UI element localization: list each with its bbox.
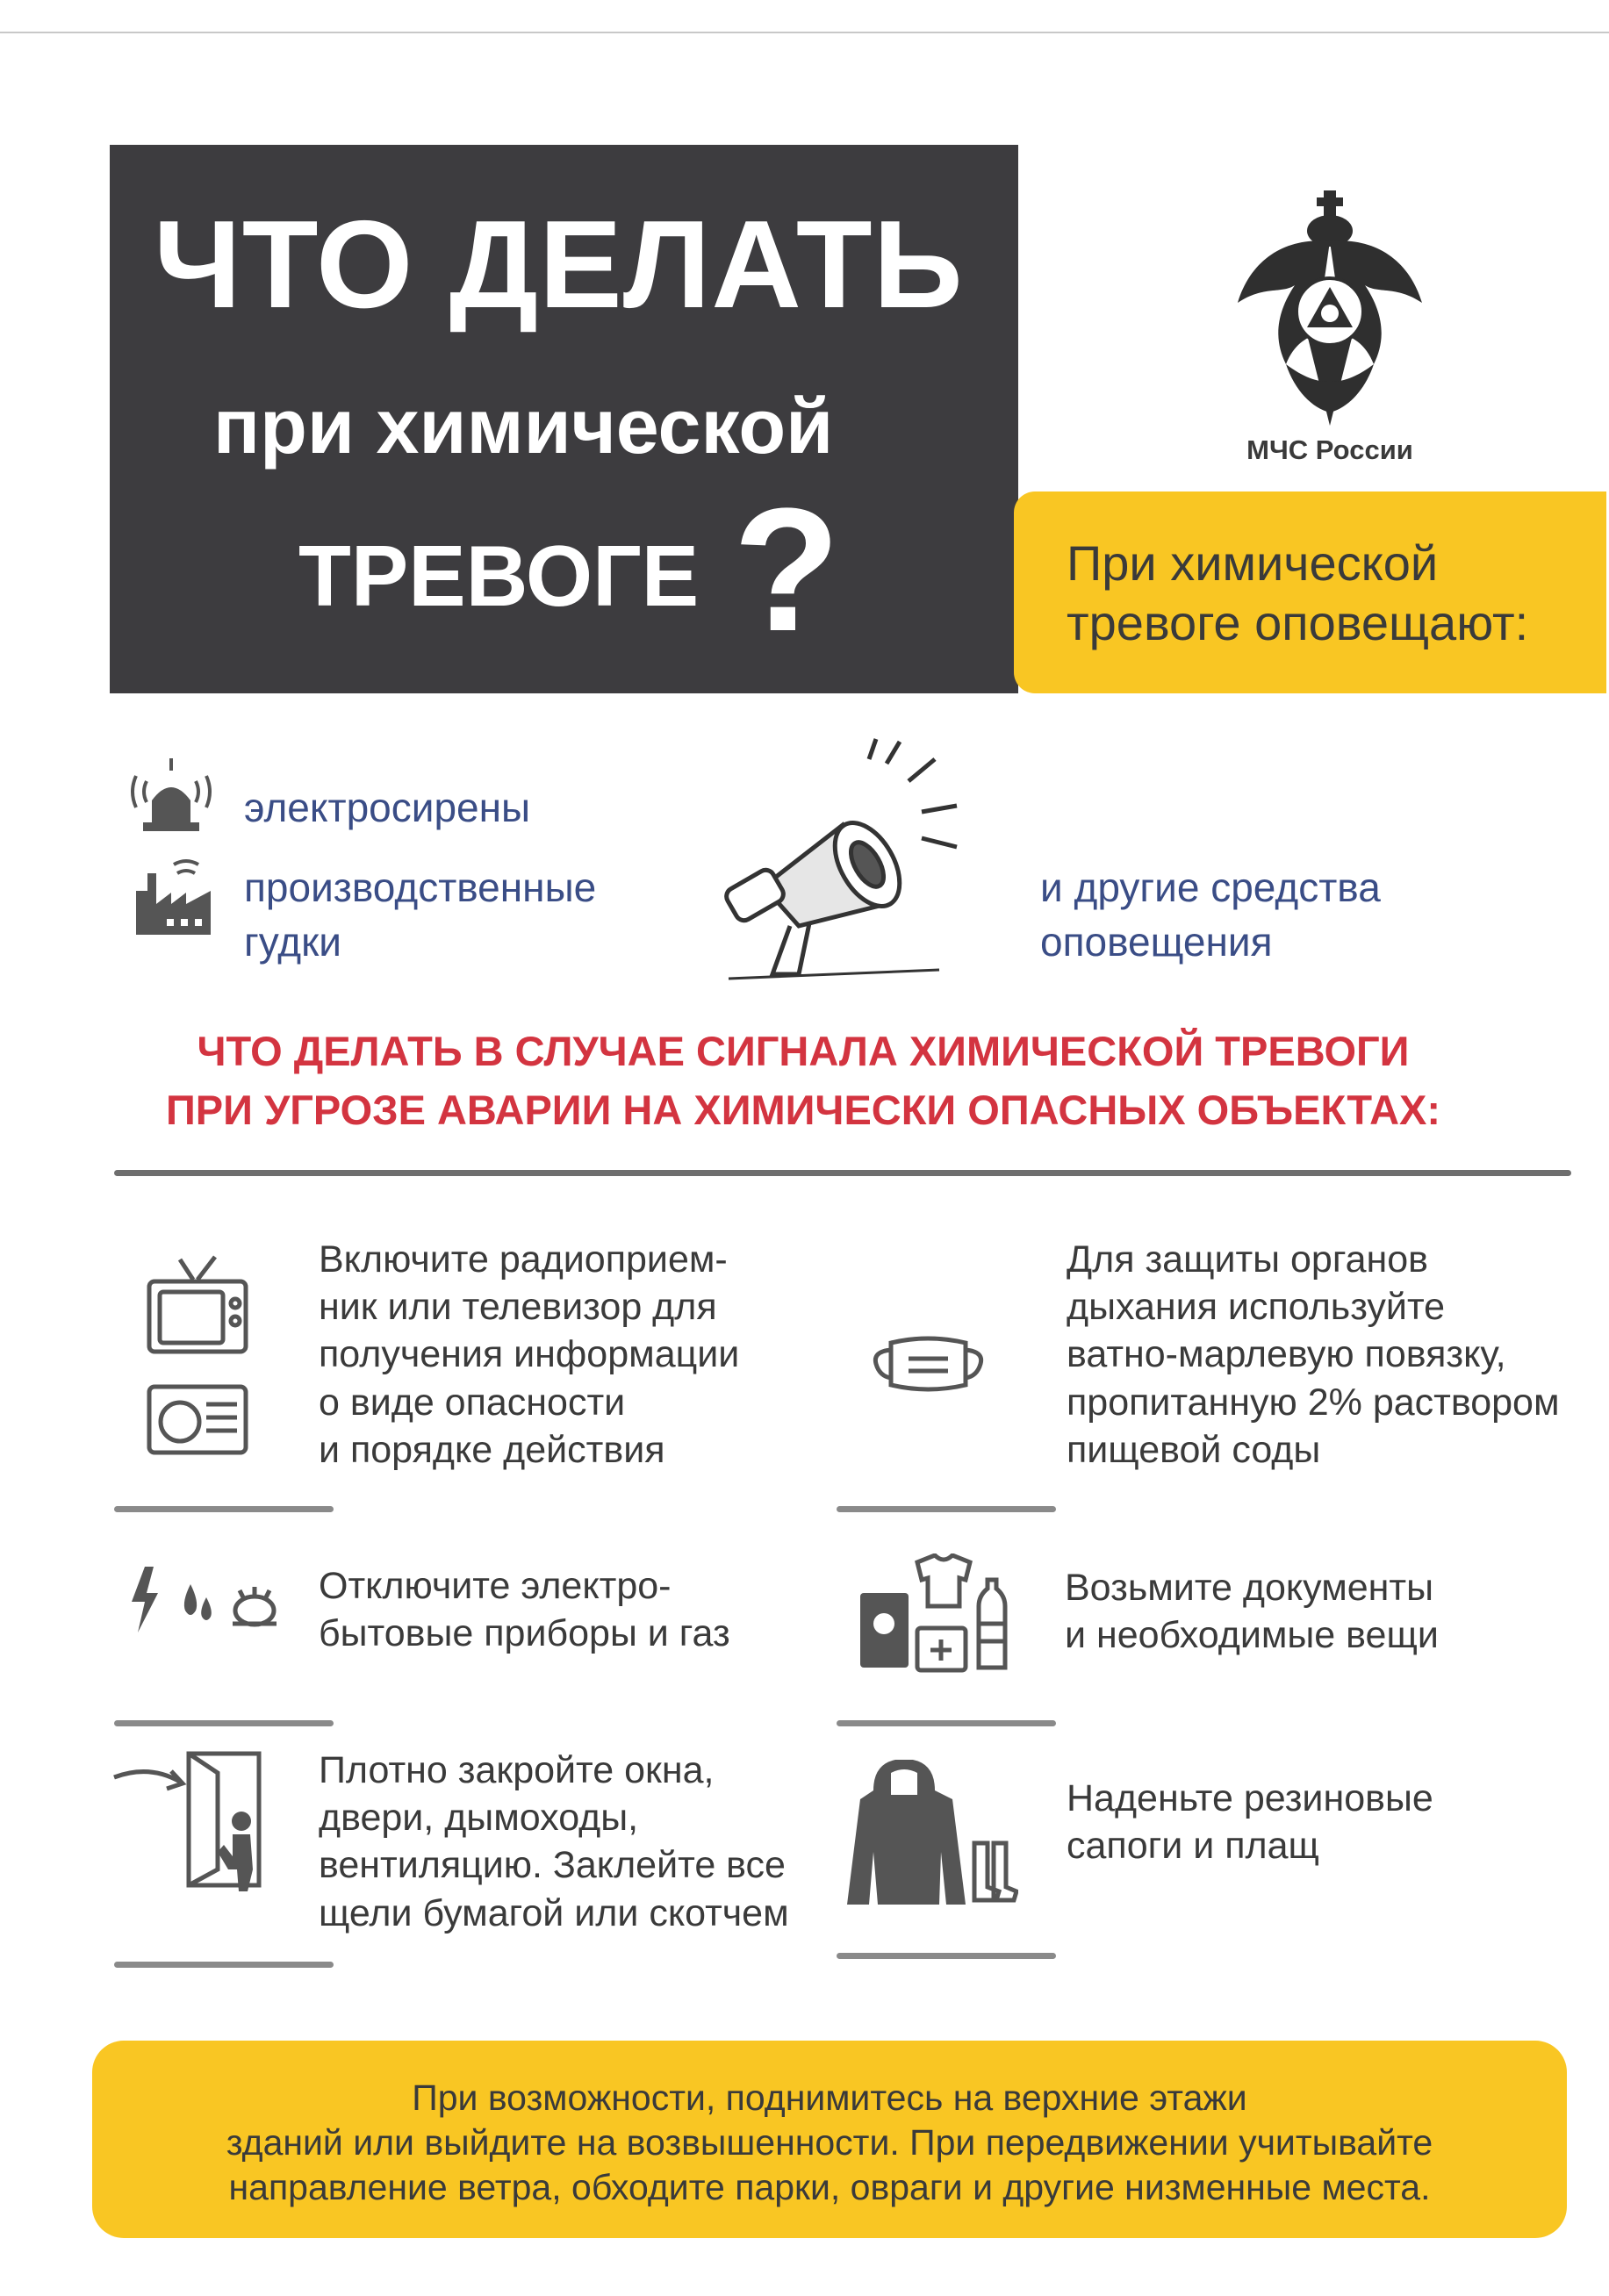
action-mask-line: пропитанную 2% раствором — [1067, 1381, 1560, 1424]
logo-caption: МЧС России — [1246, 434, 1413, 465]
action-heading-line-2: ПРИ УГРОЗЕ АВАРИИ НА ХИМИЧЕСКИ ОПАСНЫХ ОБЪЕКТАХ: — [165, 1086, 1441, 1133]
face-mask-icon — [869, 1334, 988, 1396]
documents-things-icon — [856, 1553, 1014, 1676]
title-line-3: ТРЕВОГЕ — [298, 527, 700, 624]
action-divider — [837, 1506, 1056, 1512]
title-block — [110, 145, 1018, 693]
action-windows-line: Плотно закройте окна, — [319, 1749, 715, 1791]
action-radio-text — [319, 1236, 810, 1474]
siren-icon — [127, 757, 215, 836]
action-boots-text — [1067, 1775, 1593, 1869]
other-means-line-2: оповещения — [1040, 919, 1273, 965]
action-documents-line: Возьмите документы — [1065, 1567, 1434, 1609]
raincoat-boots-icon — [843, 1755, 1018, 1913]
question-mark: ? — [733, 472, 841, 668]
bottom-advice-box — [92, 2041, 1567, 2238]
action-divider — [114, 1962, 334, 1968]
action-windows-line: двери, дымоходы, — [319, 1797, 639, 1840]
notice-text — [1067, 534, 1593, 654]
action-documents-text — [1065, 1564, 1591, 1659]
action-divider — [837, 1953, 1056, 1959]
bottom-advice-text — [92, 2076, 1567, 2209]
action-divider — [837, 1720, 1056, 1726]
emercom-emblem-icon — [1233, 189, 1426, 426]
action-mask-line: дыхания используйте — [1067, 1286, 1446, 1329]
action-divider — [114, 1720, 334, 1726]
action-windows-line: щели бумагой или скотчем — [319, 1891, 789, 1934]
action-divider — [114, 1506, 334, 1512]
bottom-advice-line-1: При возможности, поднимитесь на верхние этажи — [412, 2077, 1247, 2118]
bottom-advice-line-3: направление ветра, обходите парки, овраги и другие низменные места. — [228, 2166, 1431, 2207]
other-means-label — [1040, 860, 1381, 969]
action-radio-line: ник или телевизор для — [319, 1286, 717, 1329]
action-radio-line: о виде опасности — [319, 1381, 626, 1424]
megaphone-icon — [711, 737, 966, 992]
action-radio-line: Включите радиоприем- — [319, 1238, 728, 1281]
action-mask-line: Для защиты органов — [1067, 1238, 1429, 1281]
action-heading — [105, 1022, 1501, 1139]
action-appliances-line: бытовые приборы и газ — [319, 1612, 730, 1655]
action-appliances-line: Отключите электро- — [319, 1565, 672, 1607]
factory-horns-label — [244, 860, 596, 969]
action-boots-line: сапоги и плащ — [1067, 1825, 1319, 1868]
factory-horns-line-1: производственные — [244, 865, 597, 910]
action-heading-line-1: ЧТО ДЕЛАТЬ В СЛУЧАЕ СИГНАЛА ХИМИЧЕСКОЙ ТРЕВОГИ — [197, 1028, 1410, 1074]
action-boots-line: Наденьте резиновые — [1067, 1777, 1433, 1819]
power-water-gas-icon — [127, 1562, 281, 1637]
action-windows-text — [319, 1747, 845, 1937]
factory-horns-line-2: гудки — [244, 919, 341, 965]
notice-line-2: тревоге оповещают: — [1067, 595, 1529, 651]
notice-line-1: При химической — [1067, 535, 1439, 591]
notice-box — [1014, 491, 1606, 693]
other-means-line-1: и другие средства — [1040, 865, 1381, 910]
bottom-advice-line-2: зданий или выйдите на возвышенности. При передвижении учитывайте — [226, 2121, 1433, 2163]
action-documents-line: и необходимые вещи — [1065, 1614, 1439, 1657]
close-window-icon — [105, 1747, 272, 1896]
top-divider — [0, 32, 1609, 33]
action-mask-line: ватно-марлевую повязку, — [1067, 1333, 1506, 1376]
action-windows-line: вентиляцию. Заклейте все — [319, 1844, 786, 1887]
action-mask-text — [1067, 1236, 1593, 1474]
heading-divider — [114, 1170, 1571, 1176]
title-line-1: ЧТО ДЕЛАТЬ — [154, 195, 964, 334]
tv-radio-icon — [140, 1255, 255, 1457]
factory-icon — [132, 856, 215, 939]
action-mask-line: пищевой соды — [1067, 1428, 1321, 1471]
action-appliances-text — [319, 1562, 810, 1657]
action-radio-line: получения информации — [319, 1333, 740, 1376]
sirens-label: электросирены — [244, 785, 531, 830]
title-line-2: при химической — [213, 383, 834, 470]
action-radio-line: и порядке действия — [319, 1428, 665, 1471]
